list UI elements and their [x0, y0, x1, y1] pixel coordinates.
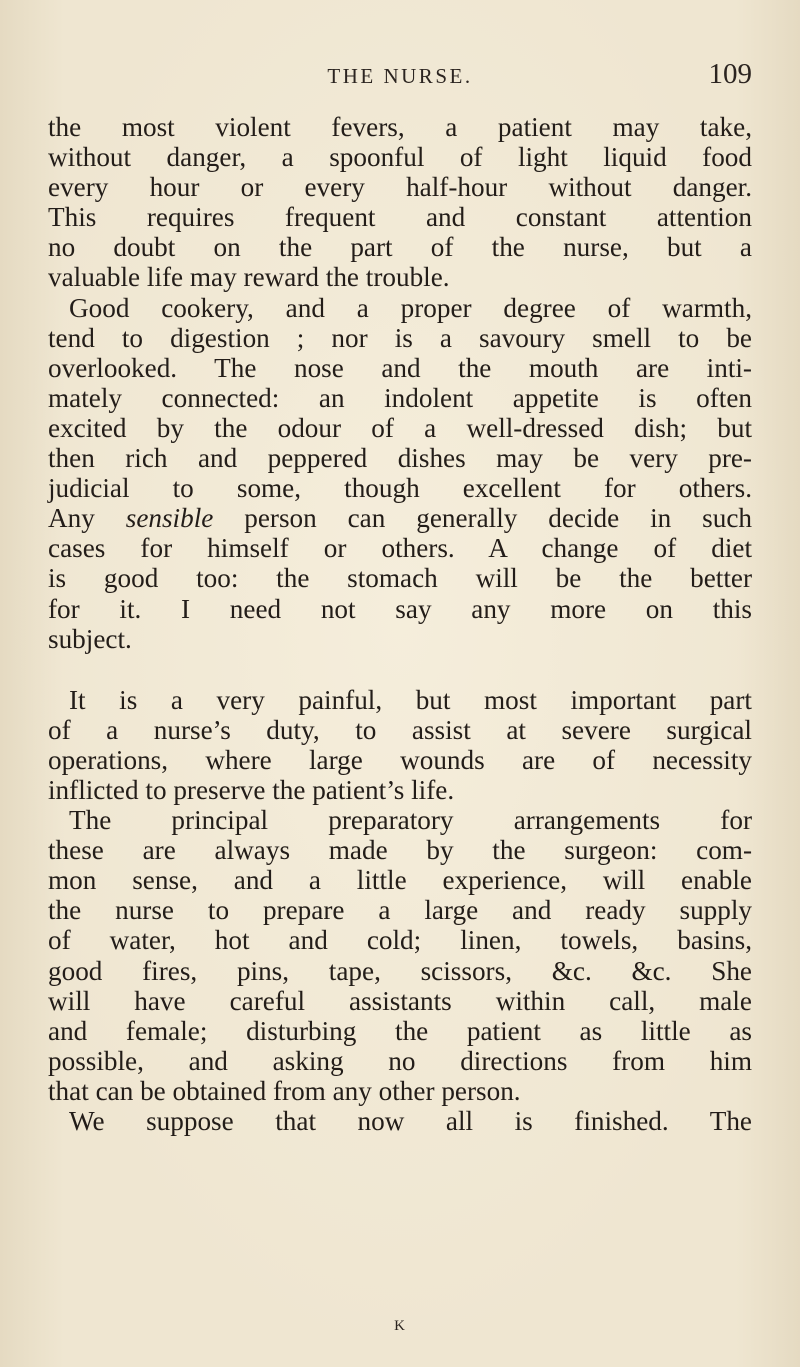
text-line: for it. I need not say any more on this — [48, 593, 752, 624]
paragraph-surgery — [48, 685, 752, 805]
emphasis-word: sensible — [125, 503, 214, 534]
running-head: THE NURSE. — [327, 64, 473, 88]
text-line: valuable life may reward the trouble. — [48, 262, 450, 293]
text-line: It is a very painful, but most important part — [69, 684, 752, 715]
text-line: excited by the odour of a well-dressed dish; but — [48, 412, 752, 443]
text-line: the nurse to prepare a large and ready supply — [48, 895, 752, 926]
text-line: the most violent fevers, a patient may take, — [48, 112, 752, 142]
paragraph-cookery — [48, 293, 752, 654]
text-line: operations, where large wounds are of necessity — [48, 744, 752, 775]
text-line: tend to digestion ; nor is a savoury smell to be — [48, 322, 752, 353]
paragraph-arrangements — [48, 805, 752, 1106]
text-line: good fires, pins, tape, scissors, &c. &c. She — [48, 955, 752, 986]
page-number: 109 — [708, 58, 752, 90]
text-line: every hour or every half-hour without danger. — [48, 172, 752, 203]
page-header — [48, 58, 752, 94]
paragraph-gap — [48, 654, 752, 685]
text-line: judicial to some, though excellent for others. — [48, 473, 752, 504]
text-line: that can be obtained from any other person. — [48, 1075, 521, 1106]
paragraph-fevers — [48, 112, 752, 293]
text-line: inflicted to preserve the patient’s life. — [48, 774, 455, 805]
text-line-italic — [48, 503, 752, 533]
text-line: is good too: the stomach will be the better — [48, 563, 752, 594]
text-line: overlooked. The nose and the mouth are inti- — [48, 352, 752, 383]
text-line: cases for himself or others. A change of diet — [48, 533, 752, 564]
text-line: We suppose that now all is finished. The — [69, 1106, 752, 1136]
text-line: then rich and peppered dishes may be very pre- — [48, 443, 752, 474]
text-line: possible, and asking no directions from him — [48, 1045, 752, 1076]
text-line: of water, hot and cold; linen, towels, basins, — [48, 925, 752, 956]
text-line: The principal preparatory arrangements for — [69, 805, 752, 836]
italic-line-before: Any — [48, 503, 126, 534]
italic-line-after: person can generally decide in such — [213, 503, 753, 534]
text-line: Good cookery, and a proper degree of warmth, — [69, 292, 752, 323]
text-line: and female; disturbing the patient as little as — [48, 1015, 752, 1046]
paragraph-finished — [48, 1106, 752, 1136]
signature-mark: K — [394, 1318, 406, 1334]
text-line: no doubt on the part of the nurse, but a — [48, 232, 752, 263]
body-text — [48, 112, 752, 1136]
text-line: This requires frequent and constant attention — [48, 202, 752, 233]
text-line: mately connected: an indolent appetite is often — [48, 382, 752, 413]
text-line: subject. — [48, 623, 132, 654]
text-line: these are always made by the surgeon: com- — [48, 835, 752, 866]
text-line: mon sense, and a little experience, will enable — [48, 865, 752, 896]
text-line: without danger, a spoonful of light liquid food — [48, 142, 752, 173]
text-line: will have careful assistants within call, male — [48, 985, 752, 1016]
text-line: of a nurse’s duty, to assist at severe surgical — [48, 714, 752, 745]
